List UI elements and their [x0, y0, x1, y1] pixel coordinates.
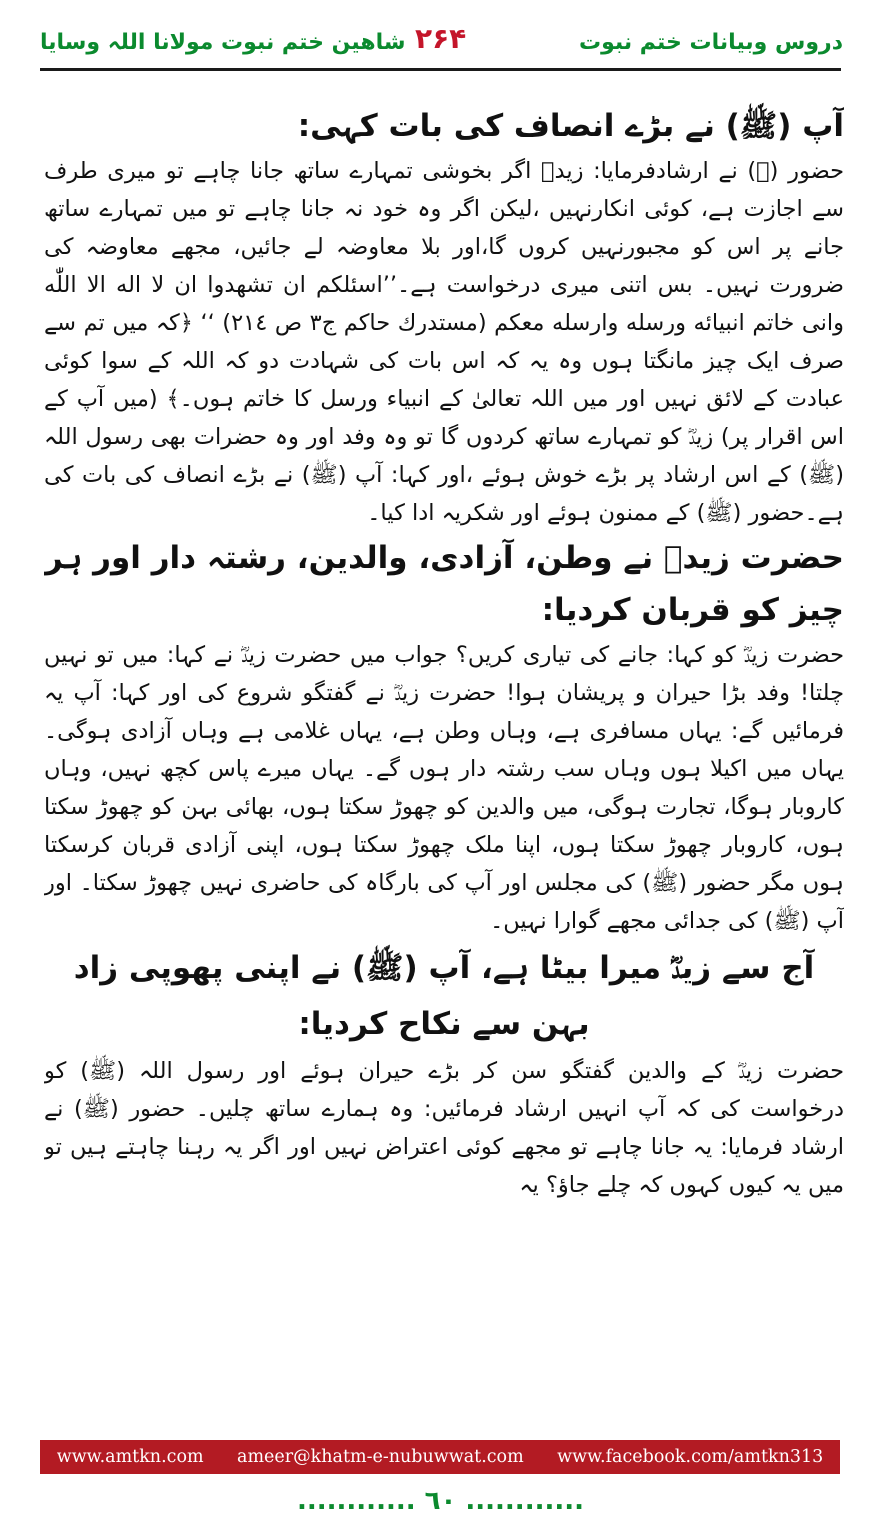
- series-title: دروس وبیانات ختم نبوت: [579, 30, 843, 55]
- section-heading-justice: آپ (ﷺ) نے بڑے انصاف کی بات کہی:: [297, 108, 844, 144]
- email-link[interactable]: ameer@khatm-e-nubuwwat.com: [237, 1447, 524, 1467]
- header-rule: [40, 68, 841, 71]
- paragraph-justice: حضور (ﷺ) نے ارشادفرمایا: زیدؓ اگر بخوشی تمہارے ساتھ جانا چاہے تو میری طرف سے اجازت ہے، کوئی انکارنہیں ،لیکن اگر وہ خود نہ جانا چاہے تو میں تمہارے ساتھ جانے پر اس کو مجبورنہیں کروں گا،اور بلا معاوضہ لے جائیں، مجھے معاوضہ کی ضرورت نہیں۔ بس اتنی میری درخواست ہے۔’’اسئلکم ان تشھدوا ان لا اله الا اللّٰه وانی خاتم انبیائه ورسله وارسله معکم (مستدرك حاکم ج۳ ص ۲۱٤) ‘‘ ﴿کہ میں تم سے صرف ایک چیز مانگتا ہوں وہ یہ کہ اس بات کی شہادت دو کہ اللہ کے سوا کوئی عبادت کے لائق نہیں اور میں اللہ تعالیٰ کے انبیاء ورسل کا خاتم ہوں۔﴾ (میں آپ کے اس اقرار پر) زیدؓ کو تمہارے ساتھ کردوں گا تو وہ وفد اور وہ حضرات بھی رسول اللہ (ﷺ) کے اس ارشاد پر بڑے خوش ہوئے ،اور کہا: آپ (ﷺ) نے بڑے انصاف کی بات کی ہے۔حضور (ﷺ) کے ممنون ہوئے اور شکریہ ادا کیا۔: [44, 158, 844, 526]
- footer-contact-bar: [40, 1440, 840, 1474]
- facebook-link[interactable]: www.facebook.com/amtkn313: [557, 1447, 824, 1467]
- website-link[interactable]: www.amtkn.com: [56, 1447, 204, 1467]
- page-header: [30, 12, 851, 74]
- book-title: شاھین ختم نبوت مولانا اللہ وسایا: [40, 30, 406, 55]
- page-number: ۲۶۴: [415, 22, 467, 55]
- page-body: [44, 100, 844, 1430]
- paragraph-sacrifice: حضرت زیدؓ کو کہا: جانے کی تیاری کریں؟ جواب میں حضرت زیدؓ نے کہا: میں تو نہیں چلتا! وفد بڑا حیران و پریشان ہوا! حضرت زیدؓ نے گفتگو شروع کی اور کہا: آپ یہ فرمائیں گے: یہاں مسافری ہے، وہاں وطن ہے، یہاں غلامی ہے وہاں آزادی ہوگی۔ یہاں میں اکیلا ہوں وہاں سب رشتہ دار ہوں گے۔ یہاں میرے پاس کچھ نہیں، وہاں کاروبار ہوگا، تجارت ہوگی، میں والدین کو چھوڑ سکتا ہوں، بھائی بہن کو چھوڑ سکتا ہوں، کاروبار چھوڑ سکتا ہوں، اپنا ملک چھوڑ سکتا ہوں، اپنی آزادی قربان کرسکتا ہوں مگر حضور (ﷺ) کی مجلس اور آپ کی بارگاہ کی حاضری نہیں چھوڑ سکتا۔ اور آپ (ﷺ) کی جدائی مجھے گوارا نہیں۔: [44, 642, 844, 934]
- paragraph-parents: حضرت زیدؓ کے والدین گفتگو سن کر بڑے حیران ہوئے اور رسول اللہ (ﷺ) کو درخواست کی کہ آپ انہیں ارشاد فرمائیں: وہ ہمارے ساتھ چلیں۔ حضور (ﷺ) نے ارشاد فرمایا: یہ جانا چاہے تو مجھے کوئی اعتراض نہیں اور اگر یہ رہنا چاہتے ہیں تو میں یہ کیوں کہوں کہ چلے جاؤ؟ یہ: [44, 1058, 844, 1198]
- section-heading-son-line1: آج سے زیدؓ میرا بیٹا ہے، آپ (ﷺ) نے اپنی پھوپی زاد: [73, 950, 815, 986]
- page-marker: ............ ٦٠ ............: [297, 1486, 584, 1516]
- section-heading-son-line2: بہن سے نکاح کردیا:: [298, 1006, 590, 1042]
- section-heading-sacrifice: حضرت زیدؓ نے وطن، آزادی، والدین، رشتہ دار اور ہر چیز کو قربان کردیا:: [44, 540, 844, 628]
